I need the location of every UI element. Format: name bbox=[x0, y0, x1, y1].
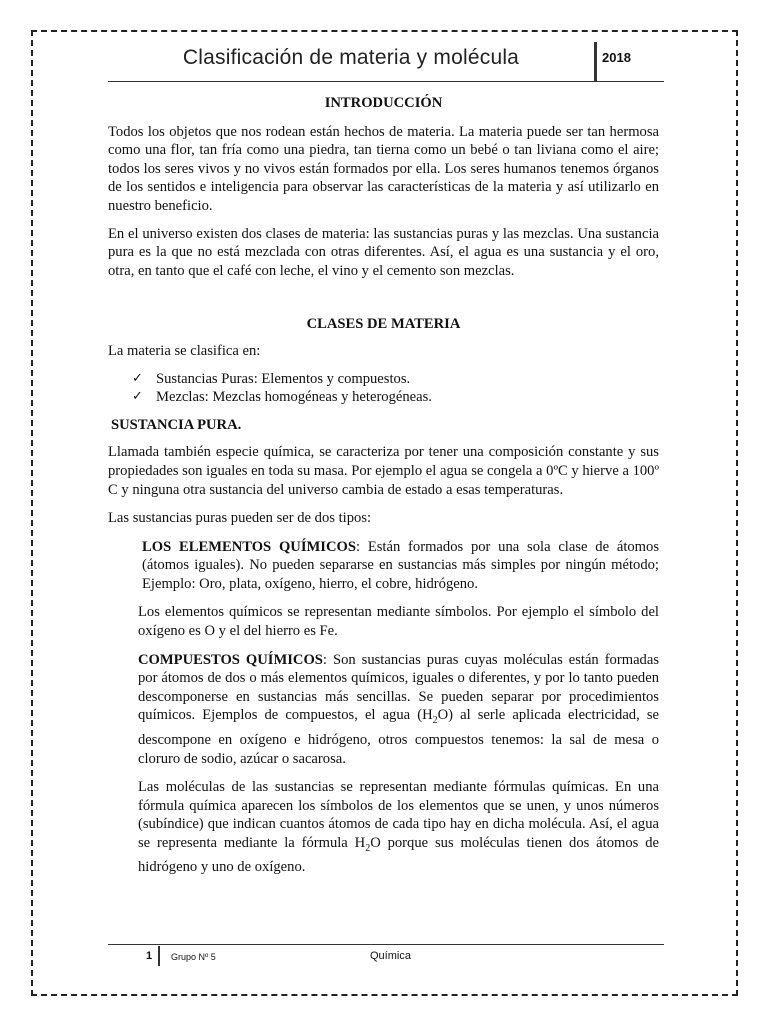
document-title: Clasificación de materia y molécula bbox=[182, 46, 520, 69]
sustancia-heading: SUSTANCIA PURA. bbox=[111, 416, 242, 433]
sustancia-paragraph-1: Llamada también especie química, se caracteriza por tener una composición constante y sus propiedades son iguales en toda su masa. Por ejemplo el agua se congela a 0ºC y hierve a 100º C y ninguna otra sustancia del universo cambia de estado a esas temperaturas. bbox=[108, 444, 659, 498]
elementos-term: LOS ELEMENTOS QUÍMICOS bbox=[142, 538, 356, 555]
elementos-paragraph-2: Los elementos químicos se representan mediante símbolos. Por ejemplo el símbolo del oxígeno es O y el del hierro es Fe. bbox=[138, 604, 659, 640]
footer-group: Grupo Nº 5 bbox=[171, 952, 216, 962]
footer-subject: Química bbox=[370, 950, 411, 962]
subscript: 2 bbox=[365, 842, 371, 854]
list-item bbox=[132, 370, 659, 389]
header-year: 2018 bbox=[602, 50, 631, 65]
footer-divider bbox=[158, 946, 160, 966]
compuestos-term: COMPUESTOS QUÍMICOS bbox=[138, 651, 323, 668]
intro-paragraph-2: En el universo existen dos clases de materia: las sustancias puras y las mezclas. Una sustancia pura es la que no está mezclada con otras diferentes. Así, el agua es una sustancia y el oro, otra, en tanto que el café con leche, el vino y el cemento son mezclas. bbox=[108, 225, 659, 279]
checkmark-icon: ✓ bbox=[132, 370, 143, 386]
moleculas-paragraph bbox=[138, 778, 659, 877]
list-item-text: Mezclas: Mezclas homogéneas y heterogéneas. bbox=[156, 389, 432, 406]
clases-heading: CLASES DE MATERIA bbox=[306, 316, 461, 333]
intro-heading: INTRODUCCIÓN bbox=[324, 95, 443, 111]
elementos-text: : Están formados por una sola clase de átomos (átomos iguales). No pueden separarse en sustancias más simples por ningún método; Ejemplo: Oro, plata, oxígeno, hierro, el cobre, hidrógeno. bbox=[142, 538, 660, 592]
compuestos-text-b: O) al serle aplicada electricidad, se descompone en oxígeno e hidrógeno, otros compuestos tenemos: la sal de mesa o cloruro de sodio, azúcar o sacarosa. bbox=[138, 707, 659, 767]
moleculas-text-a: Las moléculas de las sustancias se representan mediante fórmulas químicas. En una fórmula química aparecen los símbolos de los elementos que se unen, y unos números (subíndice) que indican cuantos átomos de cada tipo hay en dicha molécula. Así, el agua se representa mediante la fórmula H bbox=[138, 779, 659, 851]
list-item-text: Sustancias Puras: Elementos y compuestos. bbox=[156, 370, 411, 387]
compuestos-paragraph bbox=[138, 651, 659, 768]
sustancia-paragraph-2: Las sustancias puras pueden ser de dos tipos: bbox=[108, 510, 372, 527]
checkmark-icon: ✓ bbox=[132, 389, 143, 405]
elementos-paragraph bbox=[138, 538, 659, 594]
header-rule bbox=[108, 81, 664, 82]
intro-paragraph-1: Todos los objetos que nos rodean están hechos de materia. La materia puede ser tan hermosa como una flor, tan fría como una piedra, tan tierna como un bebé o tan liviana como el aire; todos los seres vivos y no vivos están formados por ella. Los seres humanos tenemos órganos de los sentidos e inteligencia para observar las características de la materia y así utilizarlo en nuestro beneficio. bbox=[108, 123, 659, 214]
document-body bbox=[108, 94, 659, 877]
footer-rule bbox=[108, 944, 664, 945]
clases-list bbox=[108, 370, 659, 407]
subscript: 2 bbox=[432, 715, 438, 727]
moleculas-text-b: O porque sus moléculas tienen dos átomos de hidrógeno y uno de oxígeno. bbox=[138, 834, 659, 876]
header-divider bbox=[594, 42, 597, 81]
clases-lead: La materia se clasifica en: bbox=[108, 342, 261, 359]
page-number: 1 bbox=[146, 950, 153, 962]
list-item bbox=[132, 388, 659, 407]
compuestos-text-a: : Son sustancias puras cuyas moléculas están formadas por átomos de dos o más elementos químicos, iguales o diferentes, y por lo tanto pueden descomponerse en sustancias más sencillas. Se pueden separar por procedimientos químicos. Ejemplos de compuestos, el agua (H bbox=[138, 651, 659, 724]
